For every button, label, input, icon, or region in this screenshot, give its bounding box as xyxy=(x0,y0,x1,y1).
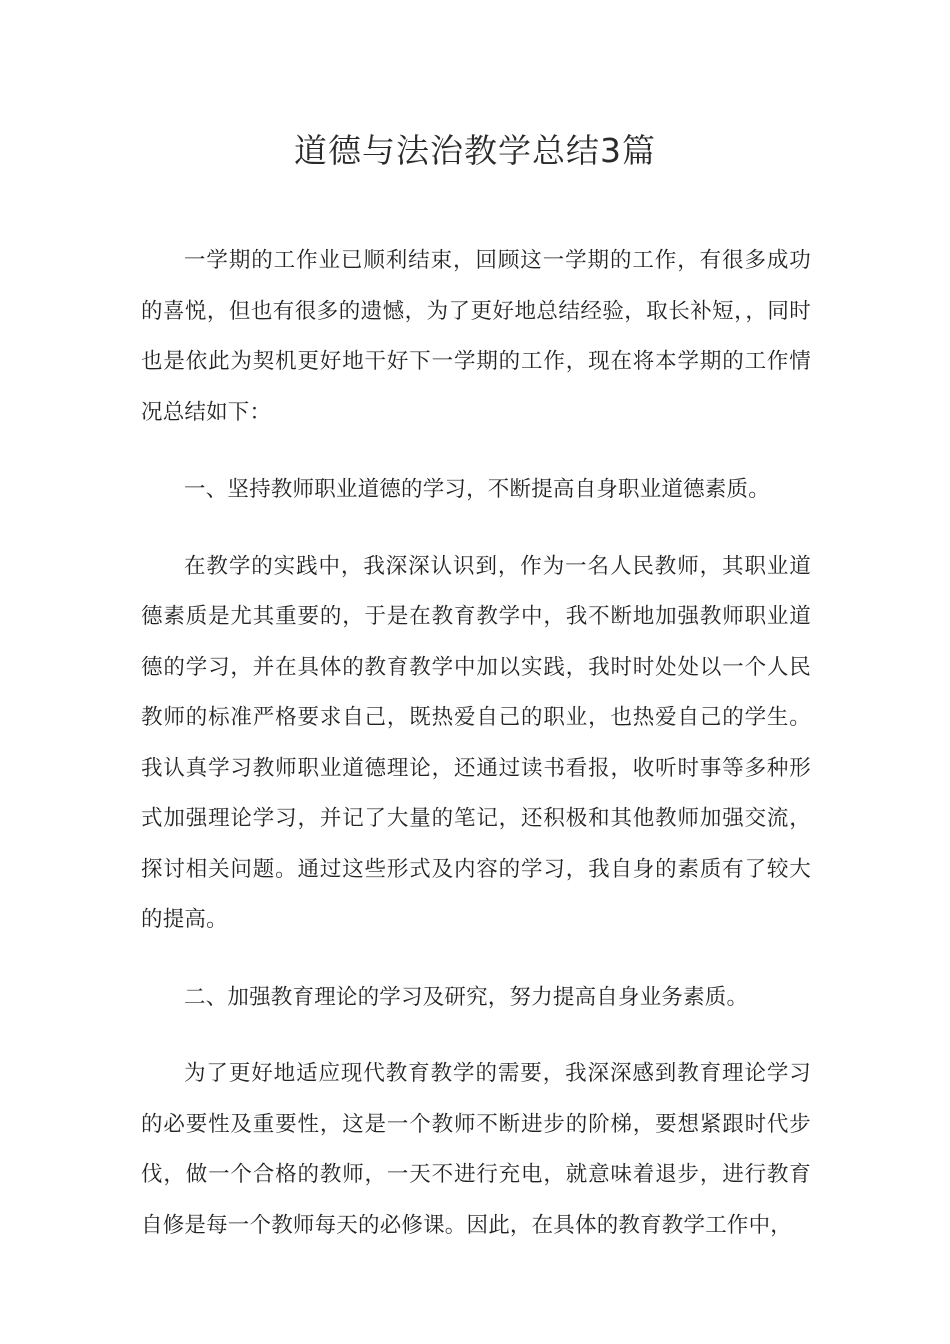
paragraph-intro: 一学期的工作业已顺利结束，回顾这一学期的工作，有很多成功的喜悦，但也有很多的遗憾，为了更好地总结经验，取长补短，，同时也是依此为契机更好地干好下一学期的工作，现在将本学期的工作情况总结如下： xyxy=(141,248,811,425)
document-body xyxy=(141,236,811,1251)
document-title: 道德与法治教学总结3篇 xyxy=(294,131,656,171)
section-heading-2: 二、加强教育理论的学习及研究，努力提高自身业务素质。 xyxy=(184,984,749,1010)
section-heading-1: 一、坚持教师职业道德的学习，不断提高自身职业道德素质。 xyxy=(184,477,770,502)
paragraph-section-1: 在教学的实践中，我深深认识到，作为一名人民教师，其职业道德素质是尤其重要的，于是在教育教学中，我不断地加强教师职业道德的学习，并在具体的教育教学中加以实践，我时时处处以一个人民教师的标准严格要求自己，既热爱自己的职业，也热爱自己的学生。我认真学习教师职业道德理论，还通过读书看报，收听时事等多种形式加强理论学习，并记了大量的笔记，还积极和其他教师加强交流，探讨相关问题。通过这些形式及内容的学习，我自身的素质有了较大的提高。 xyxy=(141,553,811,932)
paragraph-section-2: 为了更好地适应现代教育教学的需要，我深深感到教育理论学习的必要性及重要性，这是一个教师不断进步的阶梯，要想紧跟时代步伐，做一个合格的教师，一天不进行充电，就意味着退步，进行教育自修是每一个教师每天的必修课。因此，在具体的教育教学工作中， xyxy=(141,1061,811,1238)
